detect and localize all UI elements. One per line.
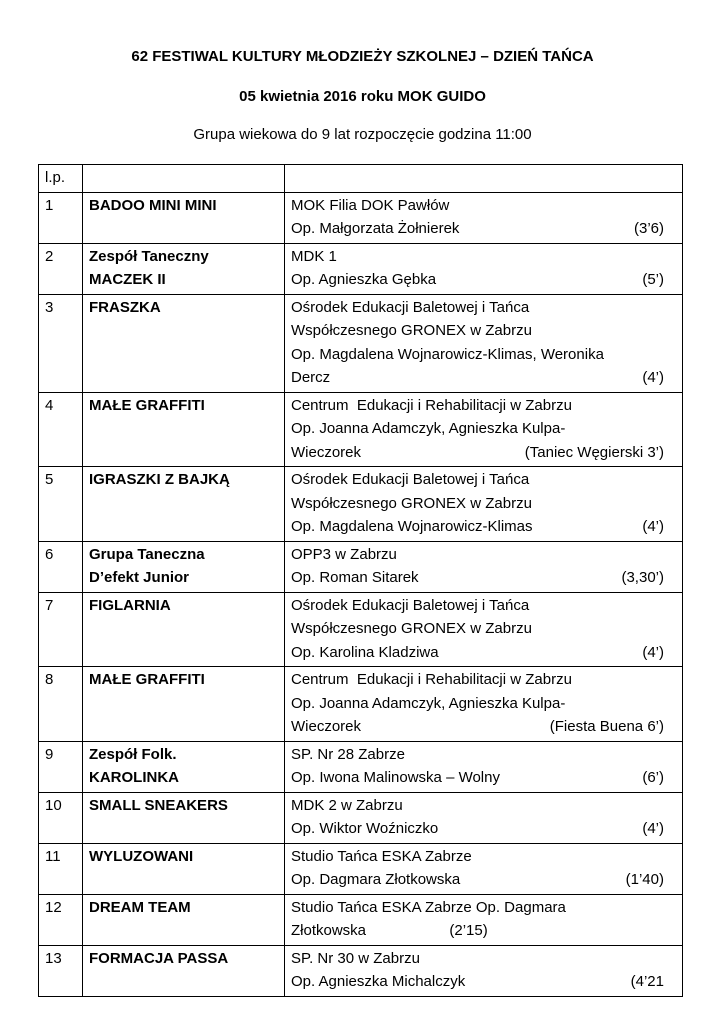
detail-line: [291, 970, 676, 994]
institution-details: [285, 541, 683, 592]
institution-details: [285, 294, 683, 392]
detail-line: [291, 641, 676, 665]
detail-line: [291, 319, 676, 343]
detail-line: [291, 845, 676, 869]
duration: (4’): [642, 643, 664, 661]
detail-text: Op. Karolina Kladziwa: [291, 643, 439, 661]
document-title: 62 FESTIWAL KULTURY MŁODZIEŻY SZKOLNEJ – DZIEŃ TAŃCA: [131, 48, 594, 65]
schedule-table: [38, 164, 683, 997]
detail-text: Ośrodek Edukacji Baletowej i Tańca: [291, 298, 530, 316]
group-name: FRASZKA: [83, 294, 285, 392]
detail-line: [291, 896, 676, 920]
detail-text: Złotkowska (2’15): [291, 922, 488, 939]
detail-line: [291, 217, 676, 241]
group-name: FORMACJA PASSA: [83, 945, 285, 996]
detail-line: [291, 343, 676, 367]
detail-line: [291, 919, 676, 943]
duration: (4’21: [630, 973, 664, 990]
detail-line: [291, 692, 676, 716]
detail-text: Op. Joanna Adamczyk, Agnieszka Kulpa-: [291, 694, 566, 712]
detail-line: [291, 492, 676, 516]
detail-text: Centrum Edukacji i Rehabilitacji w Zabrzu: [291, 671, 572, 688]
table-row: [39, 894, 683, 945]
detail-text: Studio Tańca ESKA Zabrze: [291, 847, 472, 865]
table-row: [39, 243, 683, 294]
group-name: BADOO MINI MINI: [83, 192, 285, 243]
row-number: 8: [39, 667, 83, 742]
table-row: [39, 541, 683, 592]
table-row: [39, 945, 683, 996]
detail-line: [291, 543, 676, 567]
institution-details: [285, 894, 683, 945]
table-row: [39, 741, 683, 792]
row-number: 6: [39, 541, 83, 592]
detail-line: [291, 594, 676, 618]
group-name: Zespół Taneczny MACZEK II: [83, 243, 285, 294]
header-empty: [83, 165, 285, 193]
detail-text: Op. Wiktor Woźniczko: [291, 820, 439, 837]
table-row: [39, 192, 683, 243]
group-name: IGRASZKI Z BAJKĄ: [83, 467, 285, 542]
detail-line: [291, 468, 676, 492]
detail-text: Centrum Edukacji i Rehabilitacji w Zabrzu: [291, 396, 572, 414]
institution-details: [285, 945, 683, 996]
group-name: MAŁE GRAFFITI: [83, 392, 285, 467]
detail-text: Współczesnego GRONEX w Zabrzu: [291, 494, 532, 512]
detail-text: MDK 1: [291, 247, 337, 265]
table-row: [39, 392, 683, 467]
row-number: 13: [39, 945, 83, 996]
detail-text: SP. Nr 28 Zabrze: [291, 745, 405, 763]
row-number: 4: [39, 392, 83, 467]
group-name: Grupa Taneczna D’efekt Junior: [83, 541, 285, 592]
row-number: 5: [39, 467, 83, 542]
row-number: 11: [39, 843, 83, 894]
header-empty: [285, 165, 683, 193]
duration: (4’): [642, 820, 664, 837]
institution-details: [285, 392, 683, 467]
institution-details: [285, 467, 683, 542]
detail-line: [291, 794, 676, 818]
group-name: FIGLARNIA: [83, 592, 285, 667]
age-group: Grupa wiekowa do 9 lat rozpoczęcie godzina 11:00: [193, 126, 532, 143]
detail-text: Op. Roman Sitarek: [291, 569, 419, 586]
detail-line: [291, 743, 676, 767]
detail-line: [291, 366, 676, 390]
table-row: [39, 792, 683, 843]
group-name: WYLUZOWANI: [83, 843, 285, 894]
duration: (Taniec Węgierski 3’): [524, 443, 664, 461]
detail-text: OPP3 w Zabrzu: [291, 545, 397, 563]
detail-line: [291, 417, 676, 441]
row-number: 10: [39, 792, 83, 843]
institution-details: [285, 843, 683, 894]
group-name: MAŁE GRAFFITI: [83, 667, 285, 742]
detail-line: [291, 194, 676, 218]
detail-line: [291, 868, 676, 892]
institution-details: [285, 592, 683, 667]
detail-line: [291, 245, 676, 269]
detail-line: [291, 668, 676, 692]
group-name: Zespół Folk. KAROLINKA: [83, 741, 285, 792]
duration: (1’40): [625, 871, 664, 888]
duration: (4’): [642, 518, 664, 535]
row-number: 3: [39, 294, 83, 392]
row-number: 7: [39, 592, 83, 667]
row-number: 12: [39, 894, 83, 945]
duration: (4’): [642, 369, 664, 386]
institution-details: [285, 667, 683, 742]
row-number: 1: [39, 192, 83, 243]
detail-line: [291, 947, 676, 971]
table-row: [39, 294, 683, 392]
table-header-row: [39, 165, 683, 193]
header-lp: l.p.: [39, 165, 83, 193]
detail-line: [291, 617, 676, 641]
institution-details: [285, 741, 683, 792]
row-number: 2: [39, 243, 83, 294]
group-name: SMALL SNEAKERS: [83, 792, 285, 843]
institution-details: [285, 243, 683, 294]
detail-line: [291, 394, 676, 418]
group-name: DREAM TEAM: [83, 894, 285, 945]
detail-text: Op. Dagmara Złotkowska: [291, 871, 461, 888]
detail-text: Op. Agnieszka Gębka: [291, 271, 437, 288]
duration: (Fiesta Buena 6’): [549, 718, 664, 735]
duration: (3,30’): [621, 569, 664, 586]
event-date: 05 kwietnia 2016 roku MOK GUIDO: [239, 88, 486, 105]
table-row: [39, 467, 683, 542]
table-row: [39, 592, 683, 667]
detail-line: [291, 566, 676, 590]
detail-text: MOK Filia DOK Pawłów: [291, 196, 450, 214]
detail-line: [291, 268, 676, 292]
detail-text: Współczesnego GRONEX w Zabrzu: [291, 620, 532, 637]
detail-line: [291, 715, 676, 739]
detail-text: SP. Nr 30 w Zabrzu: [291, 949, 420, 967]
institution-details: [285, 192, 683, 243]
detail-text: Ośrodek Edukacji Baletowej i Tańca: [291, 596, 530, 614]
detail-text: Op. Magdalena Wojnarowicz-Klimas: [291, 518, 533, 535]
detail-text: Op. Iwona Malinowska – Wolny: [291, 769, 500, 786]
detail-text: Op. Magdalena Wojnarowicz-Klimas, Weronika: [291, 345, 604, 363]
detail-line: [291, 296, 676, 320]
duration: (3’6): [633, 220, 664, 237]
detail-text: Ośrodek Edukacji Baletowej i Tańca: [291, 471, 530, 488]
table-row: [39, 667, 683, 742]
detail-line: [291, 441, 676, 465]
detail-line: [291, 515, 676, 539]
detail-text: Op. Agnieszka Michalczyk: [291, 973, 466, 990]
detail-text: MDK 2 w Zabrzu: [291, 796, 403, 814]
detail-text: Współczesnego GRONEX w Zabrzu: [291, 322, 532, 339]
detail-line: [291, 817, 676, 841]
detail-text: Op. Małgorzata Żołnierek: [291, 220, 460, 237]
detail-text: Studio Tańca ESKA Zabrze Op. Dagmara: [291, 898, 566, 916]
detail-text: Wieczorek: [291, 443, 362, 461]
detail-text: Op. Joanna Adamczyk, Agnieszka Kulpa-: [291, 420, 566, 437]
duration: (5’): [642, 271, 664, 288]
institution-details: [285, 792, 683, 843]
row-number: 9: [39, 741, 83, 792]
table-row: [39, 843, 683, 894]
detail-text: Wieczorek: [291, 718, 362, 735]
detail-line: [291, 766, 676, 790]
duration: (6’): [642, 769, 664, 786]
detail-text: Dercz: [291, 369, 331, 386]
